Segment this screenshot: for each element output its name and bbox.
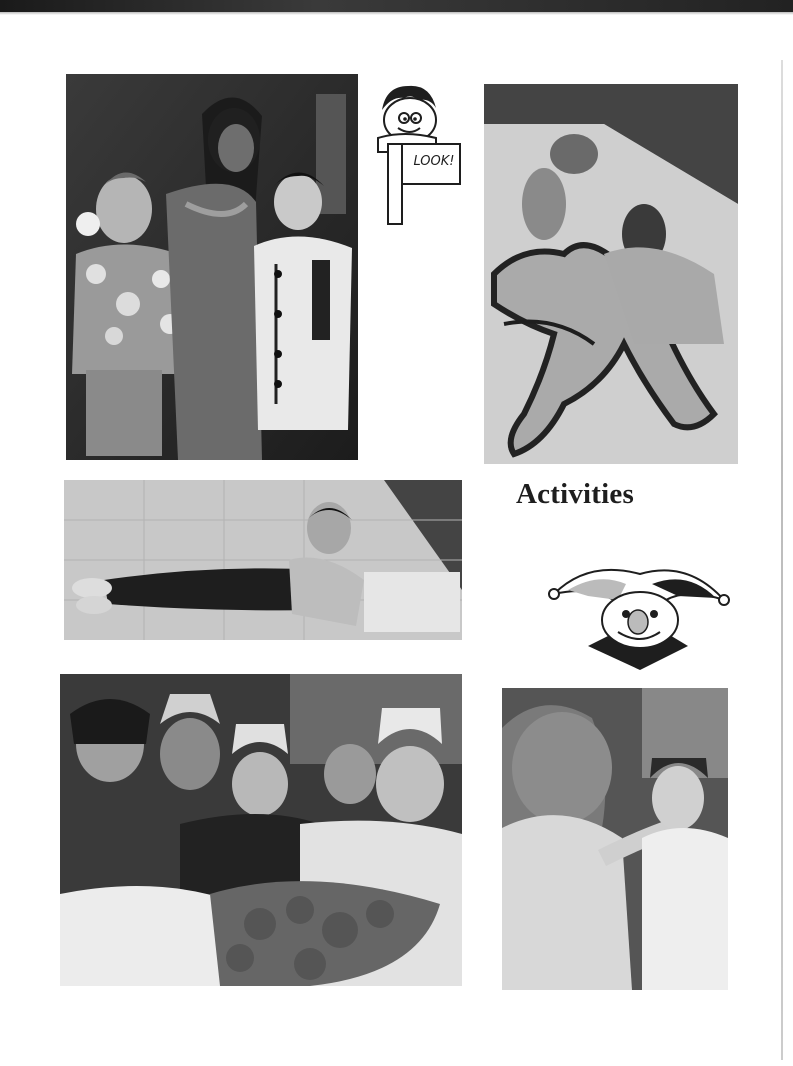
section-heading: Activities (516, 478, 634, 510)
photo-floor-painting (484, 84, 738, 464)
scan-edge-top (0, 0, 793, 12)
photo-boy-lying-on-floor (64, 480, 462, 640)
scan-edge-right (781, 60, 783, 1060)
jester-face-cartoon-icon (548, 560, 732, 670)
photo-children-paper-crowns (60, 674, 462, 986)
peeking-boy-caption: LOOK! (413, 154, 455, 169)
photo-face-painting (502, 688, 728, 990)
peeking-boy-cartoon-icon (374, 82, 466, 228)
photo-costume-dress-up (66, 74, 358, 460)
